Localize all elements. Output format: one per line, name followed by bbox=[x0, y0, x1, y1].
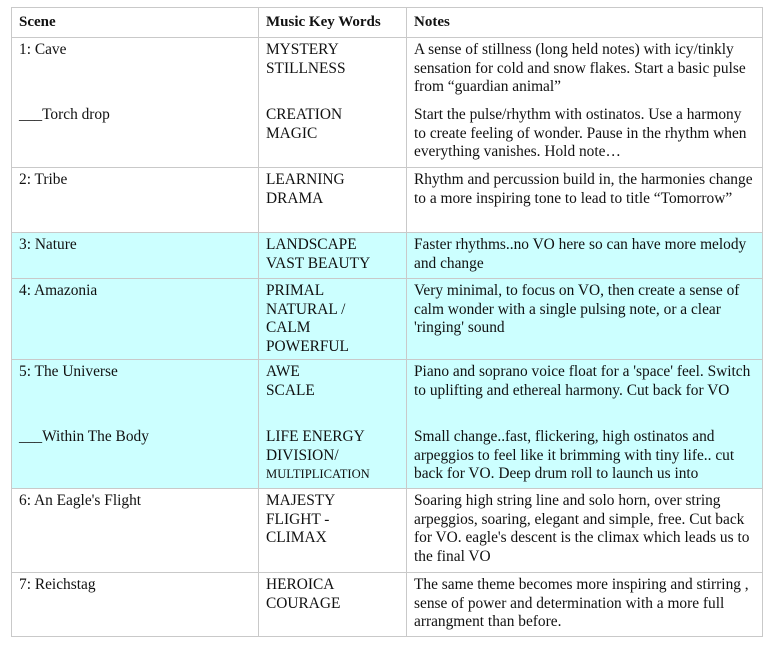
table-row bbox=[12, 168, 763, 233]
notes-cell: A sense of stillness (long held notes) with icy/tinkly sensation for cold and snow flakes. Start a basic pulse from “guardian animal” bbox=[407, 38, 763, 103]
keyword: CALM bbox=[266, 319, 311, 337]
table-row bbox=[12, 38, 763, 103]
keywords-cell bbox=[259, 168, 407, 233]
header-music-key-words: Music Key Words bbox=[259, 8, 407, 38]
keyword: COURAGE bbox=[266, 594, 341, 612]
keyword: AWE bbox=[266, 363, 300, 380]
scene-cell: 2: Tribe bbox=[12, 168, 259, 233]
keyword: CREATION bbox=[266, 106, 343, 123]
keywords-cell bbox=[259, 489, 407, 573]
notes-cell: Piano and soprano voice float for a 'space' feel. Switch to uplifting and ethereal harmony. Cut back for VO bbox=[407, 360, 763, 425]
keywords-cell bbox=[259, 573, 407, 637]
keyword: MYSTERY bbox=[266, 41, 339, 58]
keyword: PRIMAL bbox=[266, 282, 325, 299]
scene-cell: ___Torch drop bbox=[12, 103, 259, 168]
keyword: NATURAL / bbox=[266, 300, 346, 318]
table-row bbox=[12, 573, 763, 637]
scene-cell: 4: Amazonia bbox=[12, 279, 259, 360]
keyword: SCALE bbox=[266, 381, 315, 399]
keywords-cell bbox=[259, 279, 407, 360]
notes-cell: Start the pulse/rhythm with ostinatos. Use a harmony to create feeling of wonder. Pause in the rhythm when everything vanishes. Hold note… bbox=[407, 103, 763, 168]
keywords-cell bbox=[259, 38, 407, 103]
scene-cell: 3: Nature bbox=[12, 233, 259, 279]
scene-cell: 5: The Universe bbox=[12, 360, 259, 425]
table-row bbox=[12, 233, 763, 279]
notes-cell: Very minimal, to focus on VO, then create a sense of calm wonder with a single pulsing note, or a clear 'ringing' sound bbox=[407, 279, 763, 360]
table-row bbox=[12, 489, 763, 573]
scene-cell: ___Within The Body bbox=[12, 425, 259, 489]
keyword: LEARNING bbox=[266, 171, 345, 188]
table-row bbox=[12, 279, 763, 360]
keyword: VAST BEAUTY bbox=[266, 254, 371, 272]
keyword: CLIMAX bbox=[266, 529, 327, 547]
header-scene: Scene bbox=[12, 8, 259, 38]
notes-cell: Faster rhythms..no VO here so can have more melody and change bbox=[407, 233, 763, 279]
keywords-cell bbox=[259, 425, 407, 489]
keywords-cell bbox=[259, 103, 407, 168]
keyword: LANDSCAPE bbox=[266, 236, 357, 253]
keyword: FLIGHT - bbox=[266, 510, 330, 528]
keyword: MAJESTY bbox=[266, 492, 336, 509]
table-row bbox=[12, 360, 763, 425]
keywords-cell bbox=[259, 233, 407, 279]
table-header-row bbox=[12, 8, 763, 38]
keyword: MAGIC bbox=[266, 124, 318, 142]
scene-cell: 1: Cave bbox=[12, 38, 259, 103]
notes-cell: Soaring high string line and solo horn, over string arpeggios, soaring, elegant and simple, free. Cut back for VO. eagle's descent is the climax which leads us to the final VO bbox=[407, 489, 763, 573]
keyword: STILLNESS bbox=[266, 59, 346, 77]
scene-music-table bbox=[11, 7, 763, 637]
scene-cell: 6: An Eagle's Flight bbox=[12, 489, 259, 573]
keyword: LIFE ENERGY bbox=[266, 428, 365, 445]
keyword: MULTIPLICATION bbox=[266, 467, 370, 482]
keywords-cell bbox=[259, 360, 407, 425]
keyword: POWERFUL bbox=[266, 337, 349, 355]
scene-cell: 7: Reichstag bbox=[12, 573, 259, 637]
keyword: HEROICA bbox=[266, 576, 335, 593]
keyword: DIVISION/ bbox=[266, 446, 339, 464]
notes-cell: Rhythm and percussion build in, the harmonies change to a more inspiring tone to lead to title “Tomorrow” bbox=[407, 168, 763, 233]
table-row bbox=[12, 103, 763, 168]
header-notes: Notes bbox=[407, 8, 763, 38]
notes-cell: Small change..fast, flickering, high ostinatos and arpeggios to feel like it brimming with tiny life.. cut back for VO. Deep drum roll to launch us into bbox=[407, 425, 763, 489]
notes-cell: The same theme becomes more inspiring and stirring , sense of power and determination with a more full arrangment than before. bbox=[407, 573, 763, 637]
table-row bbox=[12, 425, 763, 489]
keyword: DRAMA bbox=[266, 189, 324, 207]
